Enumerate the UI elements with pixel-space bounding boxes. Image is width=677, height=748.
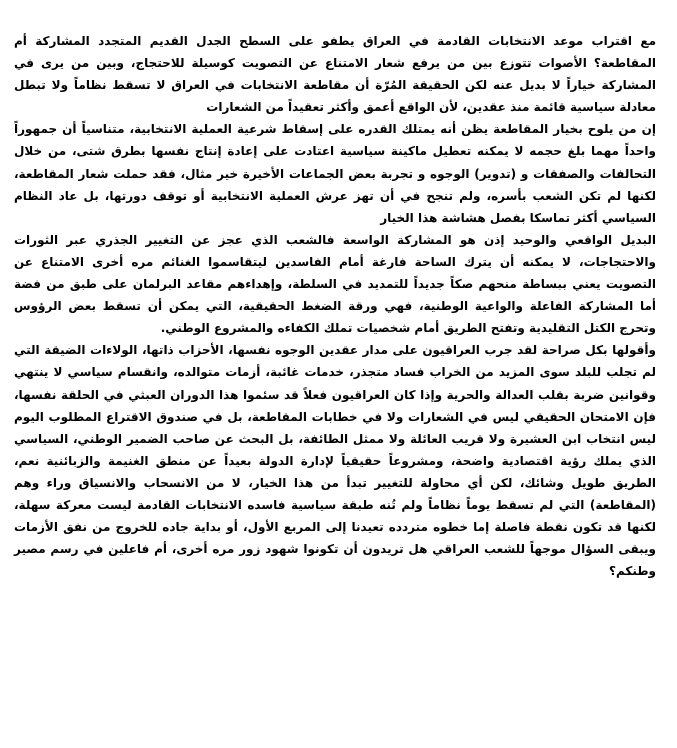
article-paragraph-1: مع اقتراب موعد الانتخابات القادمة في العراق يطفو على السطح الجدل القديم المتجدد المشاركة أم المقاطعة؟ الأصوات تتوزع بين من يرفع شعار الامتناع عن التصويت كوسيلة للاحتجاج، وبين من يرى في المشاركة خياراً لا بديل عنه لكن الحقيقة المُرّة أن مقاطعة الانتخابات في العراق لا تسقط نظاماً ولا تبطل معادلة سياسية قائمة منذ عقدين، لأن الواقع أعمق وأكثر تعقيداً من الشعارات <box>14 34 656 115</box>
article-paragraph-3: البديل الواقعي والوحيد إذن هو المشاركة الواسعة فالشعب الذي عجز عن التغيير الجذري عبر الثورات والاحتجاجات، لا يمكنه أن يترك الساحة فارغة أمام الفاسدين ليتقاسموا الغنائم مره أخرى الامتناع عن التصويت يعني ببساطة منحهم صكاً جديداً للتمديد في السلطة، وإهداءهم مقاعد البرلمان على طبق من فضة أما المشاركة الفاعلة والواعية الوطنية، فهي ورقة الضغط الحقيقية، التي يمكن أن تسقط بعض الرؤوس وتحرج الكتل التقليدية وتفتح الطريق أمام شخصيات تملك الكفاءه والمشروع الوطني. <box>14 232 656 336</box>
article-paragraph-2: إن من يلوح بخيار المقاطعة يظن أنه يمتلك القدره على إسقاط شرعية العملية الانتخابية، متناسياً أن جمهوراً واحداً مهما بلغ حجمه لا يمكنه تعطيل ماكينة سياسية اعتادت على إعادة إنتاج نفسها بطرق شتى، من خلال التحالفات والصفقات و (تدوير) الوجوه و تجربة بعض الجماعات الأخيرة خير مثال، فقد حملت شعار المقاطعة، لكنها لم تكن الشعب بأسره، ولم تنجح في أن تهز عرش العملية الانتخابية أو توقف دورتها، بل عاد النظام السياسي أكثر تماسكا بفصل هشاشة هذا الخيار <box>14 122 656 225</box>
article-paragraph-4: وأقولها بكل صراحة لقد جرب العراقيون على مدار عقدين الوجوه نفسها، الأحزاب ذاتها، الولاءات الضيقة التي لم تجلب للبلد سوى المزيد من الخراب فساد متجذر، خدمات غائبة، أزمات متوالده، وانقسام سياسي لا ينتهي وقوانين ضربة بقلب العدالة والحرية وإذا كان العراقيون فعلاً قد سئموا هذا الدوران العبثي في الحلقة نفسها، فإن الامتحان الحقيقي ليس في الشعارات ولا في خطابات المقاطعة، بل في صندوق الاقتراع المطلوب اليوم ليس انتخاب ابن العشيرة ولا قريب العائلة ولا ممثل الطائفة، بل البحث عن صاحب الضمير الوطني، السياسي الذي يملك رؤية اقتصادية واضحة، ومشروعاً حقيقياً لإدارة الدولة بعيداً عن منطق الغنيمة والزبائنية نعم، الطريق طويل وشائك، لكن أي محاولة للتغيير تبدأ من هذا الخيار، لا من الانسحاب والانسياق وراء وهم (المقاطعة) التي لم تسقط يوماً نظاماً ولم تُنه طبقة سياسية فاسده الانتخابات القادمة ليست معركة سهلة، لكنها قد تكون نقطة فاصلة إما خطوه متردده تعيدنا إلى المربع الأول، أو بداية جاده للخروج من نفق الأزمات ويبقى السؤال موجهاً للشعب العراقي هل تريدون أن تكونوا شهود زور مره أخرى، أم فاعلين في رسم مصير وطنكم؟ <box>14 343 656 579</box>
